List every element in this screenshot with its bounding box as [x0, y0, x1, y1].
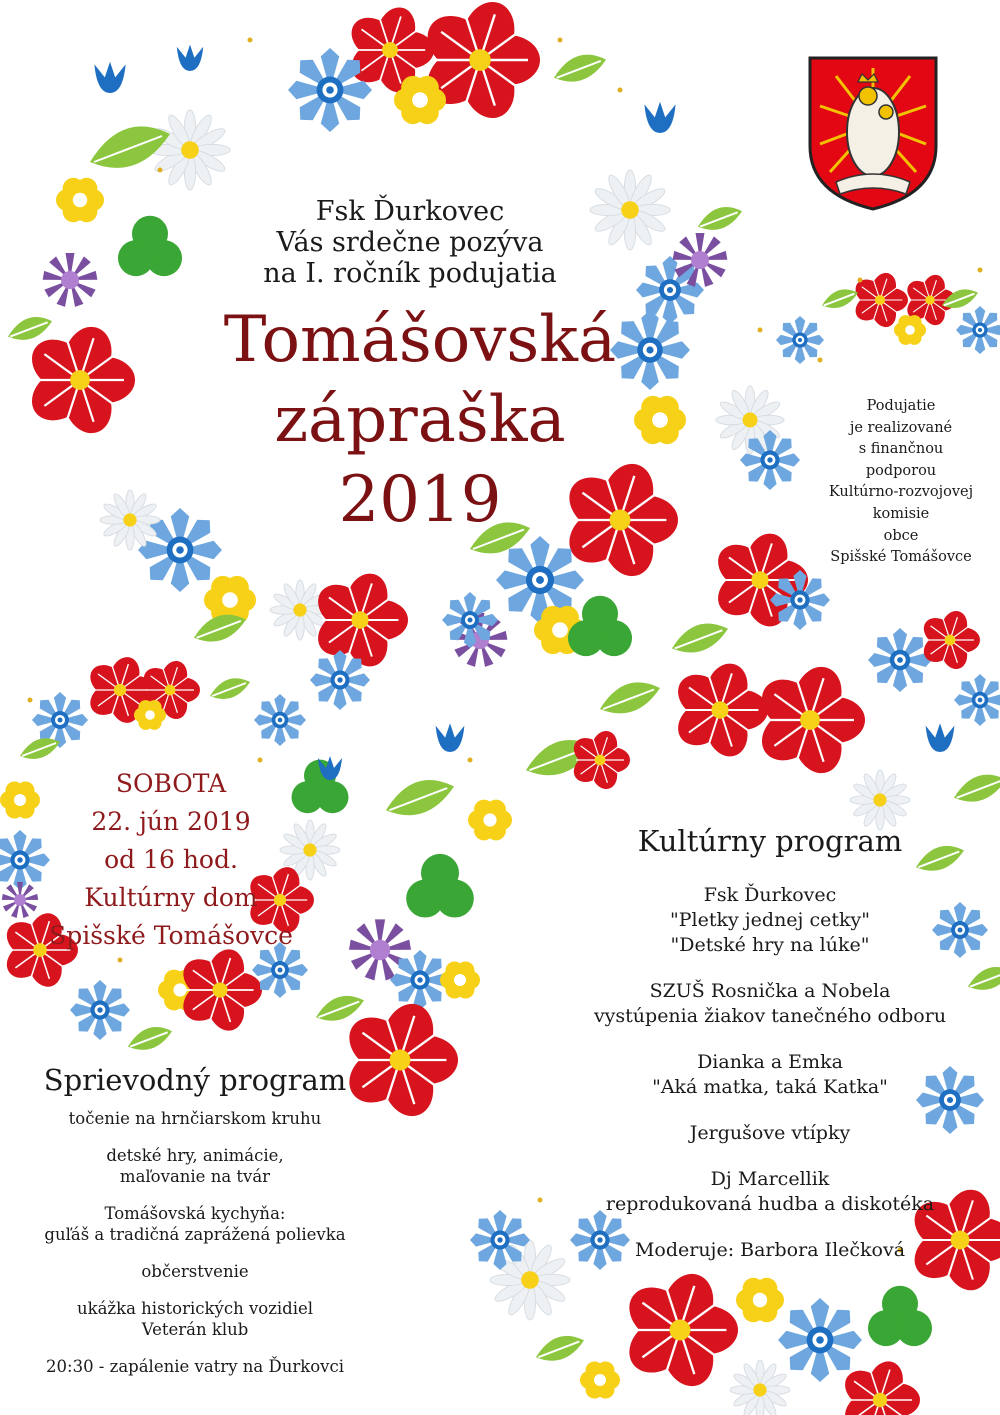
cornflower — [288, 48, 372, 132]
event-details — [40, 765, 302, 955]
program-item-line: Tomášovská kychyňa: — [104, 1204, 286, 1223]
event-time: od 16 hod. — [104, 845, 238, 874]
tulip-flower — [177, 45, 203, 71]
program-item-line: Dianka a Emka — [697, 1051, 843, 1073]
leaf — [822, 289, 858, 308]
decor-dot — [618, 88, 623, 93]
cornflower — [442, 592, 498, 648]
invitation-line: na I. ročník podujatia — [263, 258, 557, 289]
decor-dot — [28, 698, 33, 703]
program-item-line: Dj Marcellik — [710, 1168, 830, 1190]
sponsor-line: Kultúrno-rozvojovej — [828, 484, 974, 501]
accompanying-program — [30, 1062, 360, 1393]
event-title — [120, 300, 720, 540]
cornflower — [954, 674, 1000, 726]
program-item-line: Moderuje: Barbora Ilečková — [634, 1239, 906, 1261]
program-item — [560, 1167, 980, 1217]
leaf — [194, 615, 246, 642]
program-item-line: reprodukovaná hudba a diskotéka — [605, 1193, 935, 1215]
thistle-flower — [43, 253, 98, 307]
clover-leaf — [868, 1286, 932, 1346]
program-item-line: "Pletky jednej cetky" — [670, 909, 870, 931]
sponsor-line: podporou — [865, 462, 937, 479]
decor-dot — [158, 168, 163, 173]
event-date: 22. jún 2019 — [91, 807, 251, 836]
program-item-line: SZUŠ Rosnička a Nobela — [649, 980, 891, 1002]
poppy-flower — [752, 661, 865, 780]
leaf — [210, 678, 250, 699]
event-place: Spišské Tomášovce — [49, 921, 293, 950]
poppy-flower — [176, 945, 262, 1036]
program-item — [30, 1203, 360, 1245]
poppy-flower — [838, 1357, 920, 1415]
leaf — [672, 623, 728, 652]
cornflower — [70, 980, 130, 1040]
program-item-line: točenie na hrnčiarskom kruhu — [68, 1109, 322, 1128]
program-item-line: "Detské hry na lúke" — [670, 934, 870, 956]
yellow-flower — [580, 1361, 620, 1398]
yellow-flower — [56, 178, 104, 222]
decor-dot — [468, 758, 473, 763]
daisy-flower — [850, 770, 910, 830]
clover-leaf — [406, 854, 474, 918]
leaf — [20, 738, 60, 759]
program-item — [30, 1145, 360, 1187]
leaf — [386, 780, 454, 815]
tulip-flower — [644, 102, 675, 133]
poppy-flower — [309, 568, 408, 672]
tulip-flower — [926, 723, 955, 752]
leaf — [90, 126, 170, 167]
program-item — [30, 1261, 360, 1282]
decor-dot — [818, 358, 823, 363]
program-item-line: detské hry, animácie, — [106, 1146, 284, 1165]
cultural-program — [560, 823, 980, 1284]
program-item-line: "Aká matka, taká Katka" — [652, 1076, 888, 1098]
sponsor-line: s finančnou — [858, 441, 944, 458]
yellow-flower — [468, 800, 512, 841]
program-item — [30, 1108, 360, 1129]
program-item — [560, 979, 980, 1029]
decor-dot — [248, 38, 253, 43]
cornflower — [310, 650, 370, 710]
program-item-line: občerstvenie — [141, 1262, 249, 1281]
leaf — [128, 1027, 172, 1050]
thistle-flower — [2, 882, 38, 918]
tulip-flower — [94, 62, 125, 93]
program-item — [30, 1356, 360, 1377]
program-item-line: Veterán klub — [141, 1320, 249, 1339]
cornflower — [956, 306, 1000, 354]
leaf — [600, 682, 660, 713]
yellow-flower — [0, 781, 40, 818]
title-line: 2019 — [338, 463, 502, 537]
leaf — [554, 55, 606, 82]
program-item — [560, 883, 980, 958]
invitation-text — [205, 196, 615, 289]
poppy-flower — [709, 528, 808, 632]
poppy-flower — [568, 728, 630, 793]
title-line: zápraška — [274, 383, 566, 457]
program-item — [560, 1121, 980, 1146]
decor-dot — [758, 328, 763, 333]
decor-dot — [118, 958, 123, 963]
program-item — [30, 1298, 360, 1340]
cornflower — [254, 694, 306, 746]
decor-dot — [538, 1198, 543, 1203]
leaf — [536, 1336, 584, 1361]
title-line: Tomášovská — [223, 303, 617, 377]
poppy-flower — [619, 1267, 738, 1392]
poppy-flower — [669, 658, 768, 762]
leaf — [698, 207, 742, 230]
program-item — [560, 1238, 980, 1263]
accompanying-program-heading: Sprievodný program — [43, 1063, 347, 1097]
program-item-line: ukážka historických vozidiel — [76, 1299, 314, 1318]
leaf — [954, 775, 1000, 802]
decor-dot — [858, 278, 863, 283]
decor-dot — [258, 758, 263, 763]
cornflower — [770, 570, 830, 630]
program-item — [560, 1050, 980, 1100]
program-item-line: Jergušove vtípky — [689, 1122, 851, 1144]
sponsor-line: komisie — [872, 505, 930, 522]
coat-of-arms-icon — [806, 54, 940, 212]
sponsor-line: Podujatie — [866, 398, 936, 414]
leaf — [8, 317, 52, 340]
cultural-program-heading: Kultúrny program — [637, 824, 903, 858]
decor-dot — [558, 38, 563, 43]
poppy-flower — [22, 321, 135, 440]
thistle-flower — [349, 919, 411, 980]
cornflower — [470, 1210, 530, 1270]
event-day: SOBOTA — [115, 769, 227, 798]
cornflower — [740, 430, 800, 490]
yellow-flower — [894, 315, 926, 345]
sponsor-line: obce — [883, 527, 919, 544]
program-item-line: guľáš a tradičná zaprážená polievka — [44, 1225, 346, 1244]
sponsor-line: Spišské Tomášovce — [830, 549, 972, 566]
invitation-line: Vás srdečne pozýva — [276, 227, 544, 258]
program-item-line: Fsk Ďurkovec — [703, 884, 837, 906]
yellow-flower — [440, 961, 480, 998]
daisy-flower — [730, 1360, 790, 1415]
program-item-line: vystúpenia žiakov tanečného odboru — [593, 1005, 947, 1027]
tulip-flower — [436, 723, 465, 752]
leaf — [316, 996, 364, 1021]
sponsor-note — [818, 396, 984, 569]
cornflower — [776, 316, 824, 364]
clover-leaf — [568, 596, 632, 656]
event-venue: Kultúrny dom — [84, 883, 258, 912]
program-item-line: 20:30 - zapálenie vatry na Ďurkovci — [46, 1357, 344, 1376]
sponsor-line: je realizované — [849, 419, 953, 436]
daisy-flower — [150, 110, 230, 190]
yellow-flower — [736, 1278, 784, 1322]
program-item-line: maľovanie na tvár — [119, 1167, 271, 1186]
clover-leaf — [118, 216, 182, 276]
cornflower — [778, 1298, 862, 1382]
invitation-line: Fsk Ďurkovec — [315, 196, 505, 227]
decor-dot — [978, 268, 983, 273]
cornflower — [868, 628, 932, 692]
